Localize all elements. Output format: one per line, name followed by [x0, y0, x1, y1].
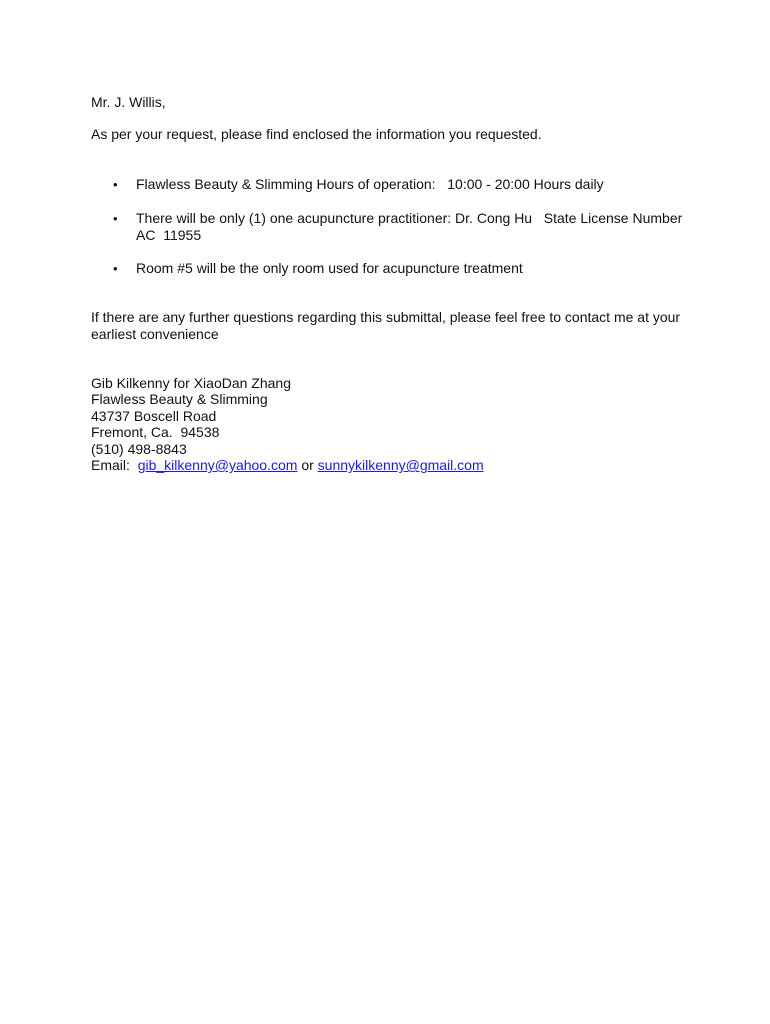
- closing-paragraph: If there are any further questions regarding this submittal, please feel free to contact me at your earliest convenience: [91, 309, 681, 342]
- bullet-icon: •: [113, 261, 118, 276]
- signature-company: Flawless Beauty & Slimming: [91, 391, 268, 408]
- email-label: Email:: [91, 457, 130, 474]
- email-separator: or: [301, 457, 314, 474]
- list-item: [113, 260, 693, 277]
- list-item: [113, 210, 693, 244]
- intro-paragraph: As per your request, please find enclosed the information you requested.: [91, 126, 542, 142]
- list-item: [113, 176, 693, 193]
- signature-city: Fremont, Ca. 94538: [91, 424, 220, 441]
- email-link-yahoo[interactable]: gib_kilkenny@yahoo.com: [137, 457, 298, 474]
- email-link-gmail[interactable]: sunnykilkenny@gmail.com: [317, 457, 484, 474]
- bullet-text: Room #5 will be the only room used for acupuncture treatment: [136, 260, 523, 276]
- signature-phone: (510) 498-8843: [91, 440, 187, 457]
- signature-block: [91, 375, 484, 473]
- bullet-icon: •: [113, 177, 118, 192]
- signature-street: 43737 Boscell Road: [91, 407, 217, 424]
- bullet-icon: •: [113, 211, 118, 226]
- salutation: Mr. J. Willis,: [91, 94, 166, 110]
- signature-email-line: [91, 457, 484, 473]
- bullet-text: Flawless Beauty & Slimming Hours of operation: 10:00 - 20:00 Hours daily: [136, 176, 604, 192]
- bullet-text: There will be only (1) one acupuncture practitioner: Dr. Cong Hu State License Number AC 11955: [136, 210, 686, 243]
- signature-name: Gib Kilkenny for XiaoDan Zhang: [91, 375, 291, 391]
